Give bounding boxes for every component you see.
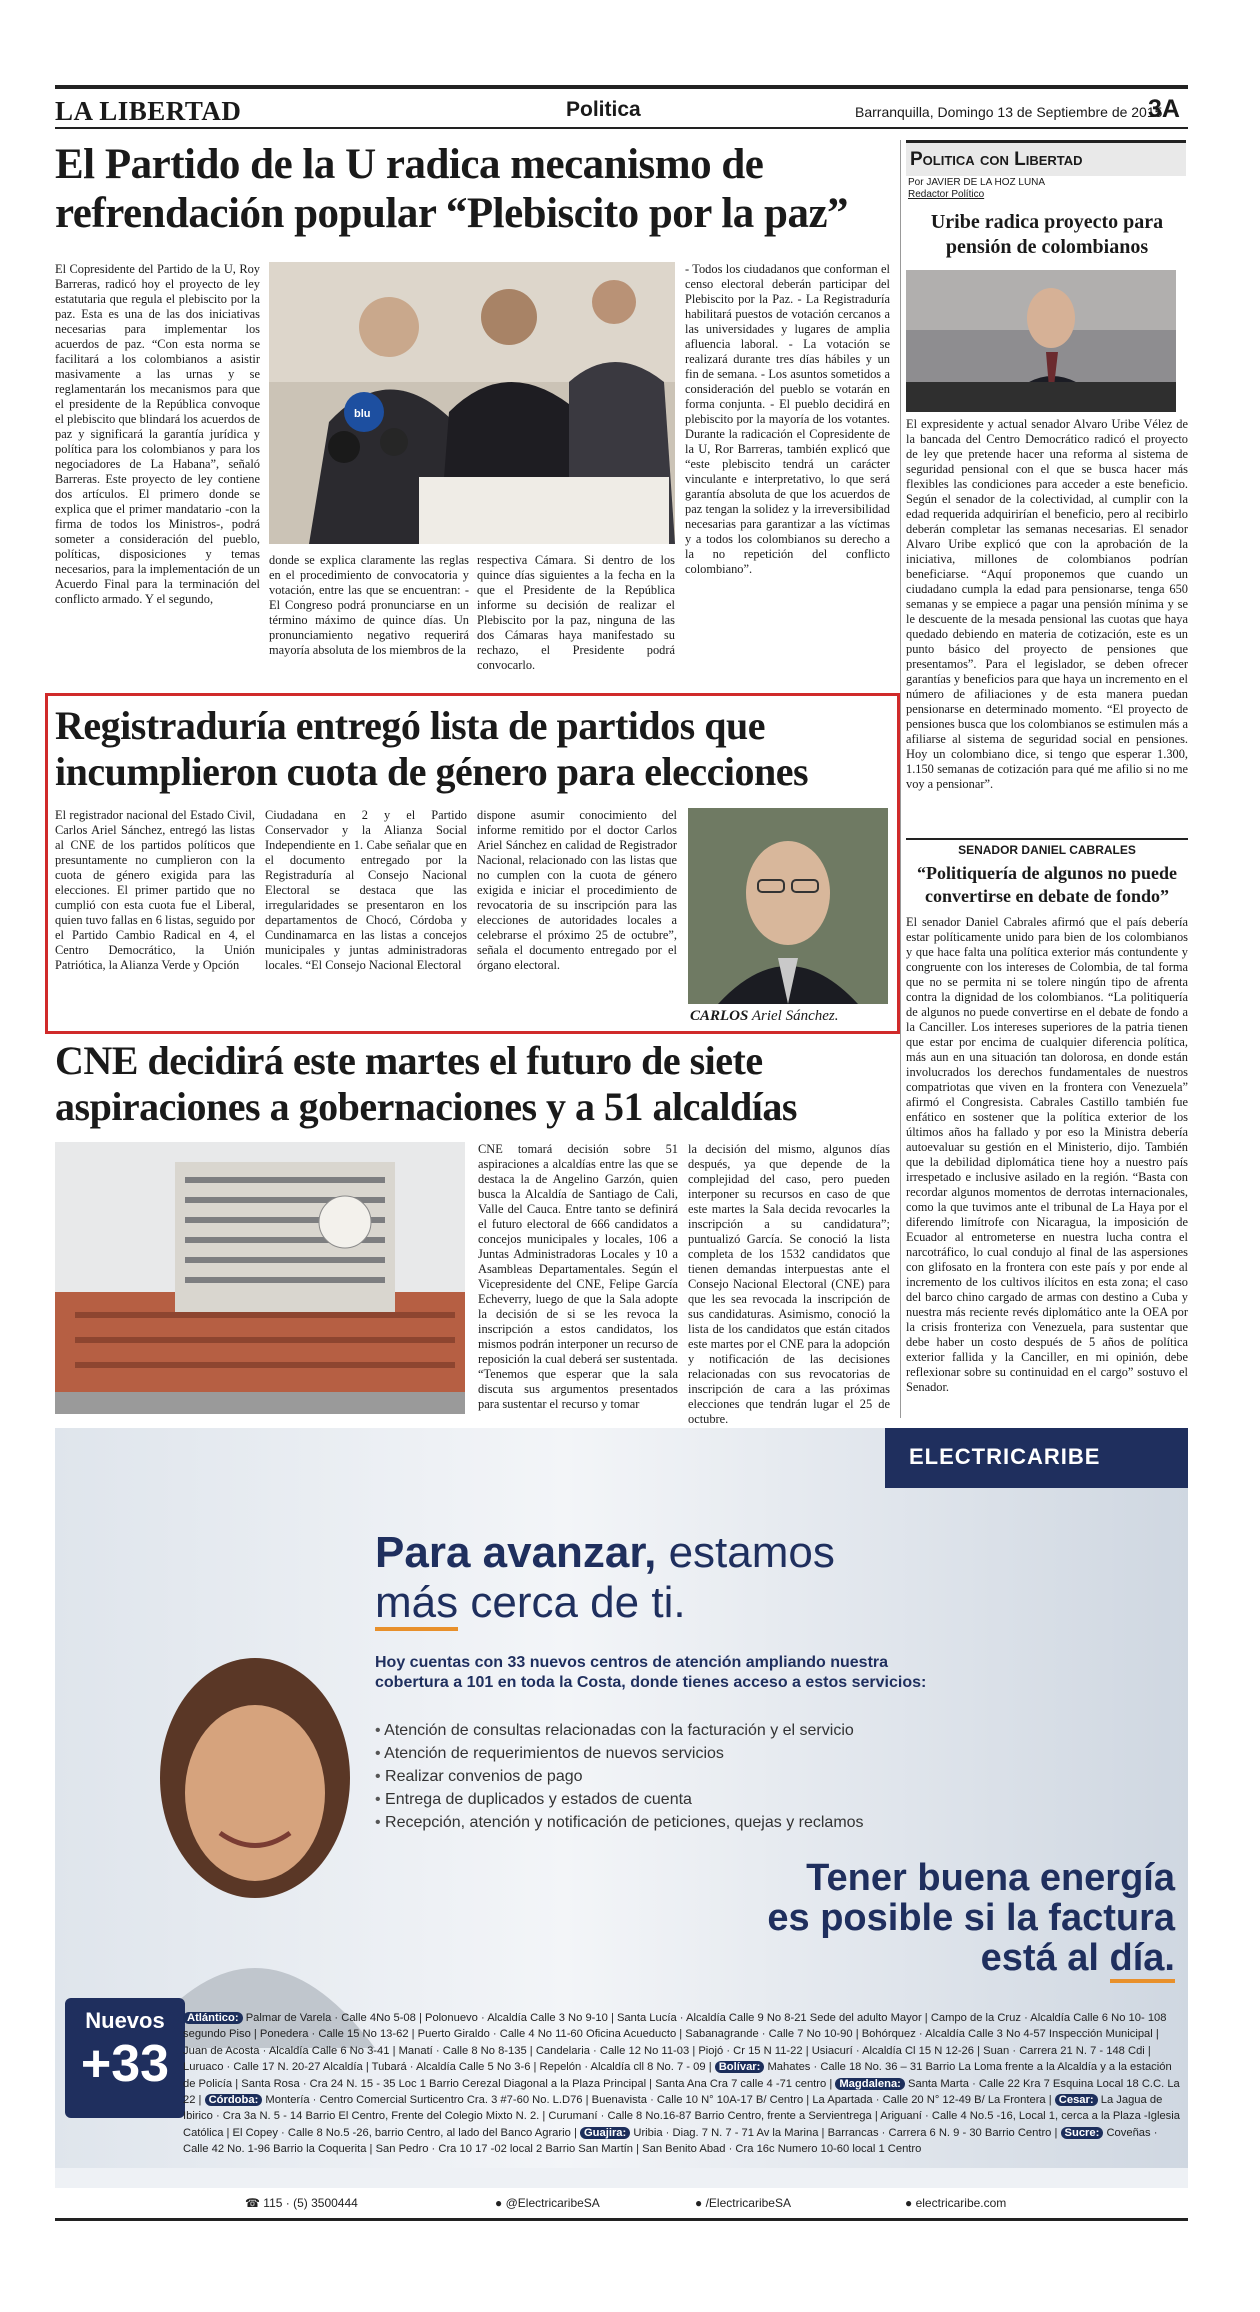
portrait-senator [906,270,1176,412]
facebook-icon: ● [695,2196,703,2210]
dept-cesar: Cesar: [1055,2094,1098,2106]
article1-headline [55,142,905,236]
footer-phone [245,2196,358,2210]
sidebar-story2-kicker: SENADOR DANIEL CABRALES [958,843,1136,857]
ad-address-list [183,2010,1183,2158]
slogan-line2: es posible si la factura [767,1897,1175,1939]
byline-role: Redactor Político [908,189,985,200]
service-item: • Atención de consultas relacionadas con la facturación y el servicio [375,1720,995,1741]
badge-label: Nuevos [85,2008,165,2033]
slogan-line1: Tener buena energía [806,1857,1175,1899]
web-icon: ● [905,2196,913,2210]
building-illustration [55,1142,465,1414]
dept-magdalena: Magdalena: [835,2078,905,2090]
bottom-rule [55,2218,1188,2221]
article2-headline-line1: Registraduría entregó lista de partidos que [55,703,765,748]
sidebar-title: Politica con Libertad [910,149,1083,170]
service-item: • Entrega de duplicados y estados de cuenta [375,1789,995,1810]
badge-number: +33 [80,2035,170,2093]
twitter-icon: ● [495,2196,503,2210]
footer-twitter[interactable] [495,2196,600,2210]
addr-guajira: Uribia · Diag. 7 N. 7 - 71 Av la Marina | Barrancas · Carrera 6 N. 9 - 30 Barrio Centro | [633,2126,1058,2139]
sidebar-story1-title: Uribe radica proyecto para pensión de colombianos [930,211,1164,258]
slogan-esta: está al [980,1937,1099,1979]
article1-photo [269,262,675,544]
sidebar-story2-title: “Politiquería de algunos no puede convertirse en debate de fondo” [916,863,1178,906]
article1-col4: - Todos los ciudadanos que conforman el censo electoral deberán participar del Plebiscito por la Paz. - La Registraduría habilitará puestos de votación cercanos a las universidades y lugares de amplia afluencia laboral. - La votación se realizará durante tres días hábiles y un fin de semana. - Los asuntos sometidos a consideración del pueblo se votarán en forma conjunta. - El pueblo decidirá en plebiscito por la mayoría de los votantes. Durante la radicación el Copresidente de la U, Ror Barreras, también explicó que “este plebiscito tendrá un carácter vinculante e interpretativo, lo que será garantía absoluta de que los acuerdos de paz tengan la solidez y la irreversibilidad necesarias para garantizar a las víctimas y a todos los colombianos su derecho a la no repetición del conflicto colombiano”. [685,262,890,576]
dept-atlantico: Atlántico: [183,2012,243,2024]
sidebar-title-box [906,140,1186,176]
web-text: electricaribe.com [915,2196,1007,2210]
section-title: Politica [566,98,641,121]
addr-magdalena: Santa Marta · Calle 22 Kra 7 Esquina Local 18 C.C. La 22 | [183,2077,1180,2107]
article3-col1: CNE tomará decisión sobre 51 aspiraciones a alcaldías entre las que se destaca la de Angelino Garzón, quien busca la Alcaldía de Santiago de Cali, Valle del Cauca. Entre tanto se definirá el futuro electoral de 666 candidatos a concejos municipales y locales, 106 a Juntas Administradoras Locales y 10 a Asambleas Departamentales. Según el Vicepresidente del CNE, Felipe García Echeverry, luego de que la Sala adopte la decisión de si se les revoca la inscripción a estos candidatos, los mismos podrán interponer un recurso de reposición la cual deberá ser sustentada. “Tenemos que esperar que la sala discuta sus argumentos presentados para sustentar el recurso y tomar [478,1142,678,1411]
dept-bolivar: Bolívar: [715,2061,765,2073]
portrait-man-glasses [688,808,888,1004]
woman-illustration [115,1628,375,2048]
sidebar-story2-text: El senador Daniel Cabrales afirmó que el país debería estar políticamente unido para bien de los colombianos y que hace falta una política exterior más contundente y congruente con los intereses de Colombia, de tal forma que no se permita ni se tolere ningún tipo de afrenta contra la dignidad de los colombianos. “La politiquería de algunos no puede convertirse en el debate de fondo a la Canciller. Los intereses superiores de la patria tienen que estar por encima de cualquier diferencia política, más aun en una situación tan dolorosa, en donde están involucrados los derechos fundamentales de nuestros compatriotas que viven en la frontera con Venezuela” afirmó el Congresista. Cabrales Castillo también fue enfático en sostener que la política exterior de los últimos años ha fallado y por eso la Ministra debería autoevaluar su gestión en el Ministerio, dijo. También que la debilidad diplomática tiene hoy a nuestro país irrespetado e inclusive asilado en la región. “Basta con recordar algunos momentos de derrotas internacionales, como la que tuvimos ante el tribunal de La Haya por el diferendo limítrofe con Nicaragua, la imposición de Ecuador al entrometerse en nuestra lucha contra el narcotráfico, lo cual condujo al final de las aspersiones con glifosato en la frontera con este país y por ende al incremento de los cultivos ilícitos en esta zona; el caso del barco chino cargado de armas con destino a Cuba y nuestra más reciente revés diplomático ante la OEA por la crisis fronteriza con Venezuela, para sustentar que debe haber un costo después de 5 años de política exterior fallida y la Canciller, en mi opinión, debe reflexionar sobre su continuidad en el cargo” sostuvo el Senador. [906,915,1188,1394]
phone-icon: ☎ [245,2196,260,2210]
article3-headline-line2: aspiraciones a gobernaciones y a 51 alcaldías [55,1084,797,1129]
headline-rest: estamos [668,1528,835,1577]
addr-sucre: Coveñas · Calle 42 No. 1-96 Barrio la Coquerita | San Pedro · Cra 10 17 -02 local 2 Barrio San Martín | San Benito Abad · Cra 16c Numero 10-60 local 1 Centro [183,2126,1158,2156]
ad-slogan [615,1858,1175,1978]
dept-guajira: Guajira: [580,2127,630,2139]
article1-col1: El Copresidente del Partido de la U, Roy Barreras, radicó hoy el proyecto de ley estatutaria que regula el plebiscito por la paz. Esta es una de las dos iniciativas necesarias para implementar los acuerdos de paz. “Con esta norma se facilitará a los colombianos a asistir masivamente a las urnas y se reglamentarán los mecanismos para que el presidente de la República convoque el plebiscito que blindará los acuerdos de paz y significará la garantía jurídica y política para los colombianos y para los negociadores de La Habana”, señaló Barreras. Este proyecto de ley contiene dos artículos. El primero donde se explica que el primer mandatario -con la firma de todos los Ministros-, podrá someter a consideración del pueblo, políticas, disposiciones y temas necesarios, para la implementación de un Acuerdo Final para la terminación del conflicto armado. Y el segundo, [55,262,260,606]
headline-bold: Para avanzar, [375,1528,657,1577]
article3-headline-line1: CNE decidirá este martes el futuro de siete [55,1038,763,1083]
page-number: 3A [1148,95,1180,123]
photo-caption [690,1008,890,1025]
sidebar-story1-text: El expresidente y actual senador Alvaro Uribe Vélez de la bancada del Centro Democrático radicó el proyecto de ley que pretende hacer una reforma al sistema de seguridad pensional con el que se busca hacer más flexibles las condiciones para acceder a este beneficio. Según el senador de la colectividad, al cumplir con la edad requerida adquirirían el beneficio, pero al recibirlo deberán completar las semanas necesarias. El senador Alvaro Uribe explicó que con la aprobación de la iniciativa, millones de colombianos podrían beneficiarse. “Aquí proponemos que cuando un ciudadano cumpla la edad para pensionarse, tenga 650 semanas y se empiece a pagar una pensión mínima y se le descuente de la mesada pensional las cuotas que haya quedado debiendo en materia de cotización, este es un punto básico del proyecto de pensiones que presentamos”. Para el legislador, se deben ofrecer garantías y beneficios para que haya un incremento en el número de afiliaciones y de esta manera puedan pensionarse en determinado momento. “El proyecto de pensiones busca que los colombianos se estimulen más a afiliarse al sistema de seguridad social en pensiones. Hoy un colombiano dice, si tengo que esperar 1.300, 1.150 semanas de cotización para qué me afilio si no me voy a pensionar”. [906,417,1188,791]
dept-cordoba: Córdoba: [205,2094,263,2106]
service-item: • Realizar convenios de pago [375,1766,995,1787]
addr-atlantico: Palmar de Varela · Calle 4No 5-08 | Polonuevo · Alcaldía Calle 3 No 9-10 | Santa Lucía · Alcaldía Calle 9 No 8-21 Sede del adulto Mayor | Campo de la Cruz · Alcaldía Calle 6 No 10- 108 segundo Piso | Ponedera · Calle 15 No 13-62 | Puerto Giraldo · Calle 4 No 11-60 Oficina Acueducto | Sabanagrande · Calle 7 No 10-90 | Bohórquez · Alcaldía Calle 3 No 4-57 Inspección Municipal | Juan de Acosta · Alcaldía Calle 6 No 3-41 | Manatí · Calle 8 No 8-135 | Candelaria · Calle 12 No 11-03 | Piojó · Cr 15 N 11-22 | Usiacurí · Alcaldía Cl 15 N 12-26 | Suan · Carrera 21 N. 7 - 148 Cdi | Luruaco · Calle 17 N. 20-27 Alcaldía | Tubará · Alcaldía Calle 5 No 3-6 | Repelón · Alcaldía cll 8 No. 7 - 09 | [183,2012,1167,2074]
caption-name: CARLOS [690,1008,749,1024]
twitter-text: @ElectricaribeSA [505,2196,600,2210]
article1-col2: donde se explica claramente las reglas en el procedimiento de convocatoria y votación, entre las que se encuentran: - El Congreso podrá pronunciarse en un término máximo de quince días. Un pronunciamiento negativo requerirá mayoría absoluta de los miembros de la [269,553,469,657]
article2-col1: El registrador nacional del Estado Civil, Carlos Ariel Sánchez, entregó las listas al CNE de los partidos políticos que presuntamente no cumplieron con la cuota de género exigida para las elecciones. El primer partido que no cumplió con esta cuota fue el Liberal, quien tuvo fallas en 6 listas, seguido por el Partido Cambio Radical en 4, el Centro Democrático, la Unión Patriótica, la Alianza Verde y Opción [55,808,255,972]
mic-brand-label: blu [354,408,371,420]
addr-bolivar: Mahates · Calle 18 No. 36 – 31 Barrio La Loma frente a la Alcaldía y a la estación de Policía | Santa Rosa · Cra 24 N. 15 - 35 Loc 1 Barrio Cerezal Diagonal a la Plaza Principal | Santa Ana Cra 7 calle 4 -71 centro | [183,2061,1172,2090]
brand-name: ELECTRICARIBE [909,1444,1101,1469]
service-item: • Atención de requerimientos de nuevos servicios [375,1743,995,1764]
facebook-text: /ElectricaribeSA [705,2196,791,2210]
addr-cordoba: Montería · Centro Comercial Surticentro Cra. 3 #7-60 No. L.D76 | Buenavista · Calle 10 N° 10A-17 B/ Centro | La Apartada · Calle 20 N° 12-49 B/ La Frontera | [265,2094,1052,2107]
sidebar-rule [906,838,1188,840]
service-item: • Recepción, atención y notificación de peticiones, quejas y reclamos [375,1812,995,1833]
sidebar-byline [908,177,1045,201]
slogan-dia: día. [1110,1937,1175,1983]
addr-cesar: La Jagua de Ibirico · Cra 3a N. 5 - 14 Barrio El Centro, Frente del Colegio Mixto N. 2. | Curumaní · Calle 8 No.16-87 Barrio Centro, frente a Servientrega | Ariguaní · Calle 4 No.5 -16, Local 1, cerca a la Plaza -Iglesia Católica | El Copey · Calle 8 No.5 -26, barrio Centro, al lado del Banco Agrario | [183,2094,1180,2139]
byline-author: Por JAVIER DE LA HOZ LUNA [908,177,1046,188]
ad-headline [375,1528,835,1628]
article1-headline-line2: refrendación popular “Plebiscito por la paz” [55,190,849,238]
newspaper-name: LA LIBERTAD [55,96,242,126]
article1-headline-line1: El Partido de la U radica mecanismo de [55,141,764,188]
headline-cerca: cerca de ti. [470,1578,686,1627]
article2-col2: Ciudadana en 2 y el Partido Conservador y la Alianza Social Independiente en 1. Cabe señalar que en el documento entregado por la Registraduría al Consejo Nacional Electoral se destaca que las irregularidades se presentaron en los departamentos de Chocó, Córdoba y Cundinamarca en las listas a concejos municipales y juntas administradoras locales. “El Consejo Nacional Electoral [265,808,467,972]
dateline: Barranquilla, Domingo 13 de Septiembre de 2015 [855,104,1163,120]
phone-text: 115 · (5) 3500444 [263,2196,358,2210]
ad-services-list [375,1718,995,1835]
article2-headline-line2: incumplieron cuota de género para elecciones [55,749,809,794]
sidebar-divider [900,140,901,1418]
photo-politicians-signing [269,262,675,544]
article3-col2: la decisión del mismo, algunos días después, ya que depende de la complejidad del caso, pero pueden interponer su recursos en caso de que este martes la Sala decida revocarles la inscripción a su candidatura”; puntualizó García. Se conoció la lista completa de los 1532 candidatos que tienen demandas interpuestas ante el Consejo Nacional Electoral (CNE) para que les sea revocada la inscripción de sus candidaturas. Asimismo, conoció la lista de los candidatos que están citados este martes por el CNE para la adopción y notificación de las decisiones relacionadas con sus revocatorias de inscripción de cara a las próximas elecciones que tendrán lugar el 25 de octubre. [688,1142,890,1426]
caption-rest: Ariel Sánchez. [751,1008,839,1024]
cne-building-photo [55,1142,465,1414]
brand-bar [885,1428,1188,1488]
article2-headline [55,705,895,793]
footer-web[interactable] [905,2196,1006,2210]
uribe-photo [906,270,1176,412]
ad-intro: Hoy cuentas con 33 nuevos centros de atención ampliando nuestra cobertura a 101 en toda la Costa, donde tienes acceso a estos servicios: [375,1654,927,1691]
top-rule [55,85,1188,89]
footer-facebook[interactable] [695,2196,791,2210]
masthead-rule [55,127,1188,129]
dept-sucre: Sucre: [1061,2127,1104,2139]
article2-col3: dispone asumir conocimiento del informe remitido por el doctor Carlos Ariel Sánchez en calidad de Registrador Nacional, relacionado con las listas que no cumplen con la cuota de género exigida e iniciar el procedimiento de revocatoria de su inscripción para las elecciones de autoridades locales a celebrarse el próximo 25 de octubre”, señala el documento entregado por el órgano electoral. [477,808,677,972]
article1-col3: respectiva Cámara. Si dentro de los quince días siguientes a la fecha en la que el Presidente de la República informe su decisión de realizar el Plebiscito por la paz, ninguna de las dos Cámaras haya manifestado su rechazo, el Presidente podrá convocarlo. [477,553,675,672]
headline-mas: más [375,1578,458,1631]
new-centers-badge [65,1998,185,2118]
carlos-sanchez-photo [688,808,888,1004]
article3-headline [55,1040,895,1128]
